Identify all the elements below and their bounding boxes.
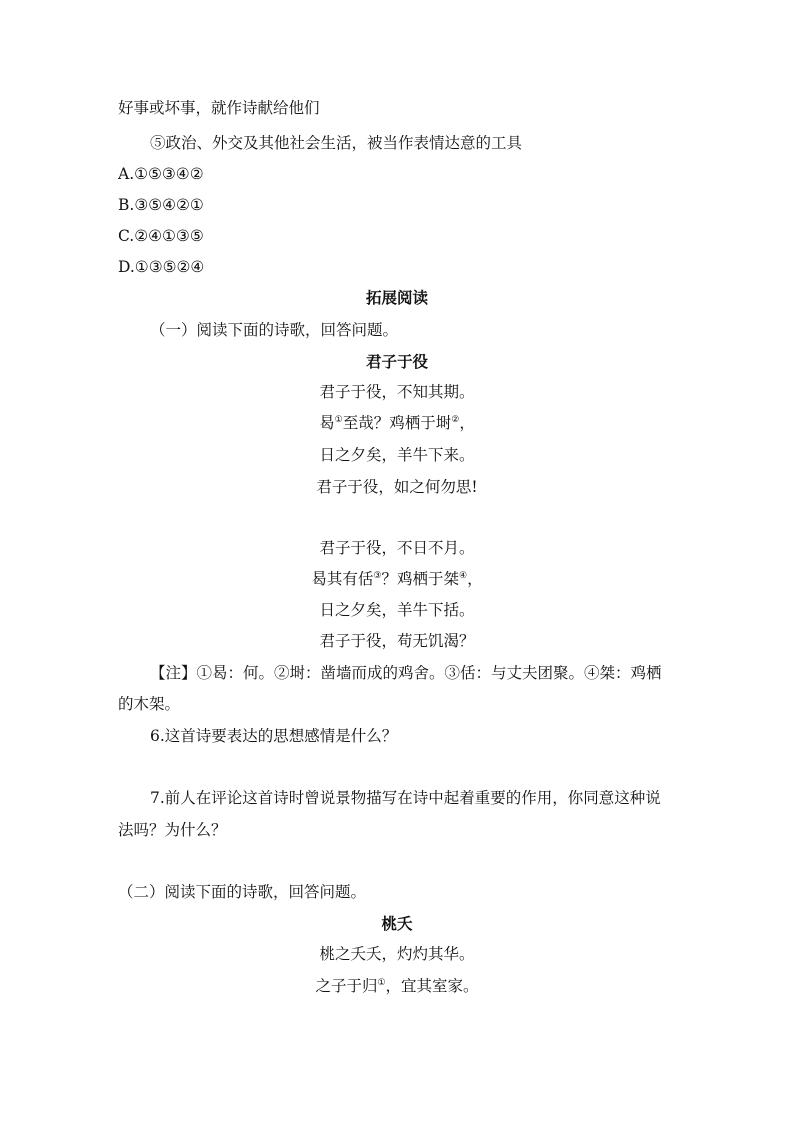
option-c: C.②④①③⑤ (118, 227, 204, 245)
option-b: B.③⑤④②① (118, 196, 204, 214)
poem1-line-6-end: ， (467, 570, 483, 588)
poem1-line-5: 君子于役，不日不月。 (319, 539, 475, 557)
footnote-marker-2: ② (451, 415, 460, 425)
footnote-marker-3: ③ (373, 571, 382, 581)
footnote-marker-4: ④ (459, 571, 468, 581)
section-title: 拓展阅读 (365, 288, 428, 307)
poem1-line-4: 君子于役，如之何勿思! (316, 478, 478, 496)
poem1-line-8: 君子于役，苟无饥渴？ (319, 632, 475, 650)
option-a: A.①⑤③④② (118, 165, 204, 183)
list-item-5: ⑤政治、外交及其他社会生活，被当作表情达意的工具 (150, 134, 523, 152)
poem2-line-1: 桃之夭夭，灼灼其华。 (319, 945, 475, 963)
poem1-line-3: 日之夕矣，羊牛下来。 (319, 446, 475, 464)
poem1-title: 君子于役 (365, 352, 428, 371)
part1-intro: （一）阅读下面的诗歌，回答问题。 (150, 321, 399, 339)
poem2-title: 桃夭 (381, 914, 413, 933)
poem2-line-2-pre: 之子于归 (315, 977, 378, 995)
poem1-line-1: 君子于役，不知其期。 (319, 383, 475, 401)
poem1-line-2-end: ， (459, 414, 475, 432)
poem2-line-2 (0, 976, 794, 996)
note-line-2: 的木架。 (118, 695, 181, 713)
question-7-line-1: 7.前人在评论这首诗时曾说景物描写在诗中起着重要的作用，你同意这种说 (150, 789, 661, 807)
continuation-line: 好事或坏事，就作诗献给他们 (118, 99, 320, 117)
poem1-line-6 (0, 569, 794, 589)
footnote-marker-p2-1: ① (377, 978, 386, 988)
poem1-line-6-post: ？鸡栖于桀 (381, 570, 459, 588)
note-line-1: 【注】①曷：何。②埘：凿墙而成的鸡舍。③佸：与丈夫团聚。④桀：鸡栖 (150, 664, 662, 682)
poem1-line-2-post: 至哉？鸡栖于埘 (342, 414, 452, 432)
option-d: D.①③⑤②④ (118, 258, 205, 276)
footnote-marker-1: ① (334, 415, 343, 425)
part2-intro: （二）阅读下面的诗歌，回答问题。 (118, 883, 367, 901)
poem1-line-2 (0, 413, 794, 433)
question-6: 6.这首诗要表达的思想感情是什么？ (150, 727, 398, 745)
poem1-line-7: 日之夕矣，羊牛下括。 (319, 601, 475, 619)
poem1-line-6-pre: 曷其有佸 (311, 570, 374, 588)
poem2-line-2-post: ，宜其室家。 (385, 977, 479, 995)
poem1-line-2-pre: 曷 (319, 414, 335, 432)
question-7-line-2: 法吗？为什么？ (118, 821, 227, 839)
